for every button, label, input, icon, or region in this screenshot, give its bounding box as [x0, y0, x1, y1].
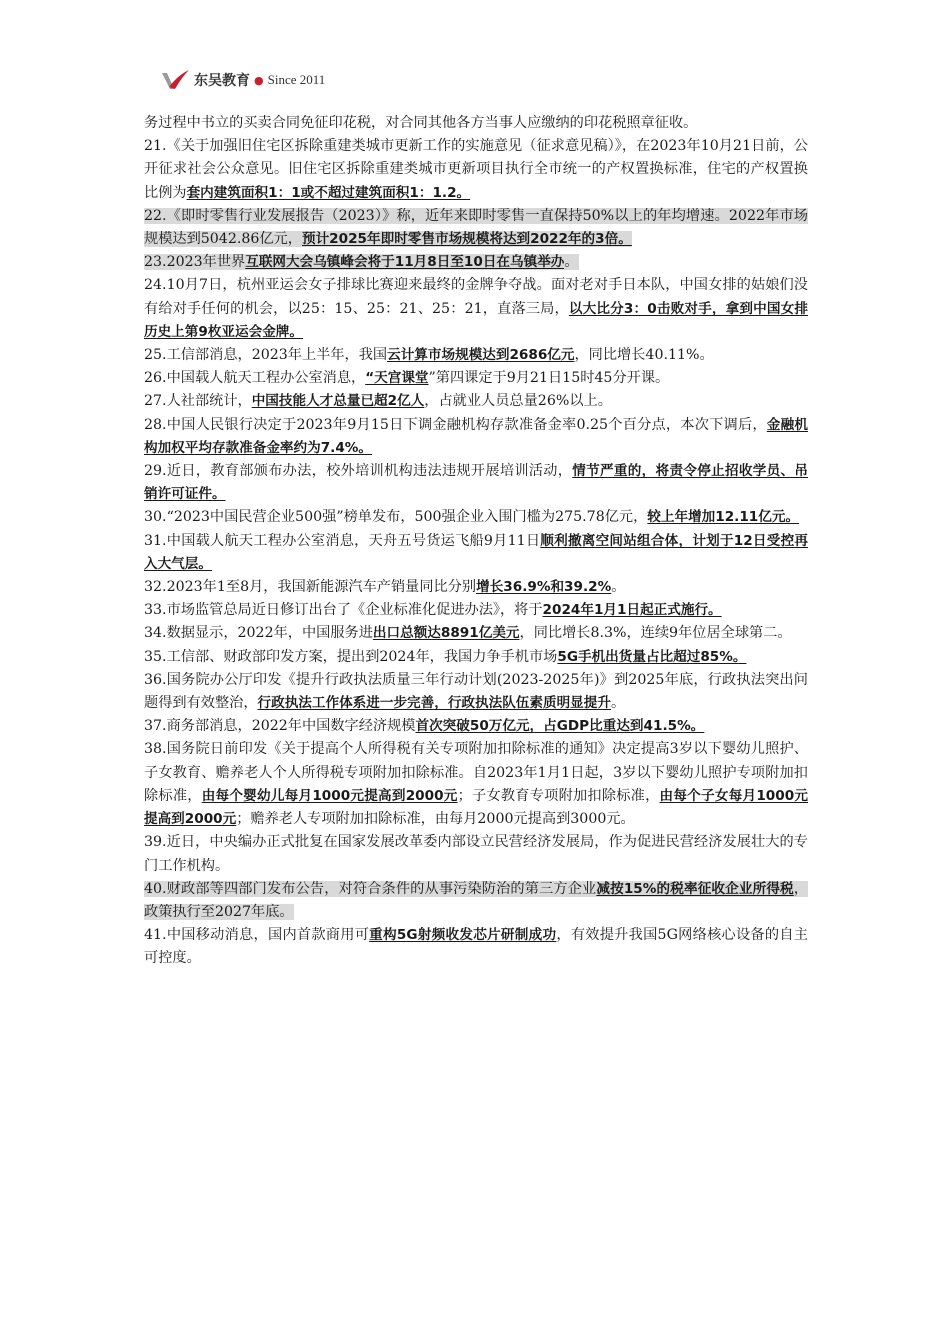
document-body [144, 112, 808, 971]
text-run: 21.《关于加强旧住宅区拆除重建类城市更新工作的实施意见（征求意见稿）》，在2023年10月21日前，公开征求社会公众意见。旧住宅区拆除重建类城市更新项目执行全市统一的产权置换标准，住宅的产权置换比例为 [144, 138, 809, 201]
news-item [144, 344, 808, 367]
text-run: 23.2023年世界 [144, 254, 246, 271]
news-item [144, 251, 808, 274]
news-item [144, 274, 808, 344]
text-run: ”第四课定于9月21日15时45分开课。 [428, 370, 670, 387]
text-run: 。 [610, 695, 626, 712]
key-fact-underlined: 首次突破50万亿元，占GDP比重达到41.5%。 [415, 718, 705, 735]
news-item [144, 530, 808, 576]
news-item [144, 669, 808, 715]
news-item [144, 390, 808, 413]
text-run: 40.财政部等四部门发布公告，对符合条件的从事污染防治的第三方企业 [144, 880, 597, 897]
text-run: 28.中国人民银行决定于2023年9月15日下调金融机构存款准备金率0.25个百分点，本次下调后， [144, 416, 767, 433]
news-item [144, 599, 808, 622]
text-run: 29.近日，教育部颁布办法，校外培训机构违法违规开展培训活动， [144, 463, 573, 480]
text-run: ，同比增长40.11%。 [574, 347, 714, 364]
news-item [144, 205, 808, 251]
key-fact-underlined: 由每个子女每月1000元提高到2000元 [144, 787, 808, 828]
key-fact-underlined: 情节严重的，将责令停止招收学员、吊销许可证件。 [144, 463, 808, 503]
news-item [144, 878, 808, 924]
key-fact-underlined: 出口总额达8891亿美元 [372, 625, 520, 642]
news-item [144, 506, 808, 529]
text-run: 26.中国载人航天工程办公室消息， [144, 370, 366, 387]
news-item [144, 367, 808, 390]
text-run: 。 [611, 579, 626, 596]
text-run: 务过程中书立的买卖合同免征印花税，对合同其他各方当事人应缴纳的印花税照章征收。 [144, 115, 698, 131]
news-item [144, 831, 808, 877]
separator-dot: ● [254, 73, 264, 87]
text-run: 31.中国载人航天工程办公室消息，天舟五号货运飞船9月11日 [144, 532, 541, 549]
key-fact-underlined: 套内建筑面积1：1或不超过建筑面积1：1.2。 [186, 184, 471, 201]
key-fact-underlined: 较上年增加12.11亿元。 [647, 509, 800, 526]
key-fact-underlined: 顺利撤离空间站组合体，计划于12日受控再入大气层。 [144, 532, 808, 572]
key-fact-underlined: 重构5G射频收发芯片研制成功 [369, 927, 557, 944]
header-logo [160, 66, 325, 94]
text-run: ；赡养老人专项附加扣除标准，由每月2000元提高到3000元。 [236, 811, 635, 828]
key-fact-underlined: 由每个婴幼儿每月1000元提高到2000元 [201, 787, 458, 804]
text-run: 30.“2023中国民营企业500强”榜单发布，500强企业入围门槛为275.78亿元， [144, 509, 648, 526]
since-label: Since 2011 [267, 72, 326, 87]
text-run: 22.《即时零售行业发展报告（2023）》称，近年来即时零售一直保持50%以上的年均增速。2022年市场规模达到5042.86亿元， [144, 207, 808, 248]
text-run: 38.国务院日前印发《关于提高个人所得税有关专项附加扣除标准的通知》决定提高3岁以下婴幼儿照护、子女教育、赡养老人个人所得税专项附加扣除标准。自2023年1月1日起，3岁以下婴幼儿照护专项附加扣除标准， [144, 741, 808, 804]
key-fact-underlined: 金融机构加权平均存款准备金率约为7.4%。 [144, 416, 809, 456]
text-run: 24.10月7日，杭州亚运会女子排球比赛迎来最终的金牌争夺战。面对老对手日本队，中国女排的姑娘们没有给对手任何的机会，以25：15、25：21、25：21，直落三局， [144, 277, 808, 317]
key-fact-underlined: 2024年1月1日起正式施行。 [542, 602, 722, 619]
text-run: 25.工信部消息，2023年上半年，我国 [144, 347, 388, 364]
key-fact-underlined: 行政执法工作体系进一步完善，行政执法队伍素质明显提升 [257, 695, 611, 712]
news-item [144, 576, 808, 599]
key-fact-underlined: 互联网大会乌镇峰会将于11月8日至10日在乌镇举办 [245, 254, 565, 271]
text-run: 32.2023年1至8月，我国新能源汽车产销量同比分别 [144, 579, 477, 596]
text-run: ，占就业人员总量26%以上。 [424, 393, 612, 410]
text-run: 34.数据显示，2022年，中国服务进 [144, 625, 373, 642]
brand-name: 东吴教育 [194, 73, 250, 89]
news-item [144, 646, 808, 669]
text-run: 41.中国移动消息，国内首款商用可 [144, 927, 370, 944]
news-item [144, 924, 808, 970]
text-run: ，有效提升我国5G网络核心设备的自主可控度。 [144, 927, 808, 967]
text-run: ；子女教育专项附加扣除标准， [457, 787, 660, 804]
key-fact-underlined: 减按15%的税率征收企业所得税 [596, 880, 794, 897]
dongwu-logo-icon [160, 67, 190, 93]
text-run: 33.市场监管总局近日修订出台了《企业标准化促进办法》，将于 [144, 602, 543, 619]
news-item [144, 715, 808, 738]
text-run: 39.近日，中央编办正式批复在国家发展改革委内部设立民营经济发展局，作为促进民营经济发展壮大的专门工作机构。 [144, 834, 808, 874]
text-run: 36.国务院办公厅印发《提升行政执法质量三年行动计划(2023-2025年)》到2025年底，行政执法突出问题得到有效整治， [144, 671, 808, 712]
news-item [144, 112, 808, 135]
text-run: 37.商务部消息，2022年中国数字经济规模 [144, 718, 416, 735]
news-item [144, 460, 808, 506]
key-fact-underlined: 云计算市场规模达到2686亿元 [387, 347, 575, 364]
news-item [144, 414, 808, 460]
news-item [144, 622, 808, 645]
key-fact-underlined: “天宫课堂 [365, 370, 429, 387]
key-fact-underlined: 5G手机出货量占比超过85%。 [557, 648, 747, 665]
key-fact-underlined: 以大比分3：0击败对手，拿到中国女排历史上第9枚亚运会金牌。 [144, 300, 808, 340]
text-run: 35.工信部、财政部印发方案，提出到2024年，我国力争手机市场 [144, 648, 558, 665]
news-item [144, 135, 808, 205]
key-fact-underlined: 预计2025年即时零售市场规模将达到2022年的3倍。 [301, 231, 632, 248]
key-fact-underlined: 增长36.9%和39.2% [476, 579, 612, 596]
text-run: 。 [564, 254, 579, 271]
key-fact-underlined: 中国技能人才总量已超2亿人 [251, 393, 425, 410]
text-run: 27.人社部统计， [144, 393, 252, 410]
text-run: ，同比增长8.3%，连续9年位居全球第二。 [519, 625, 792, 642]
text-run: ，政策执行至2027年底。 [144, 880, 808, 920]
news-item [144, 738, 808, 831]
